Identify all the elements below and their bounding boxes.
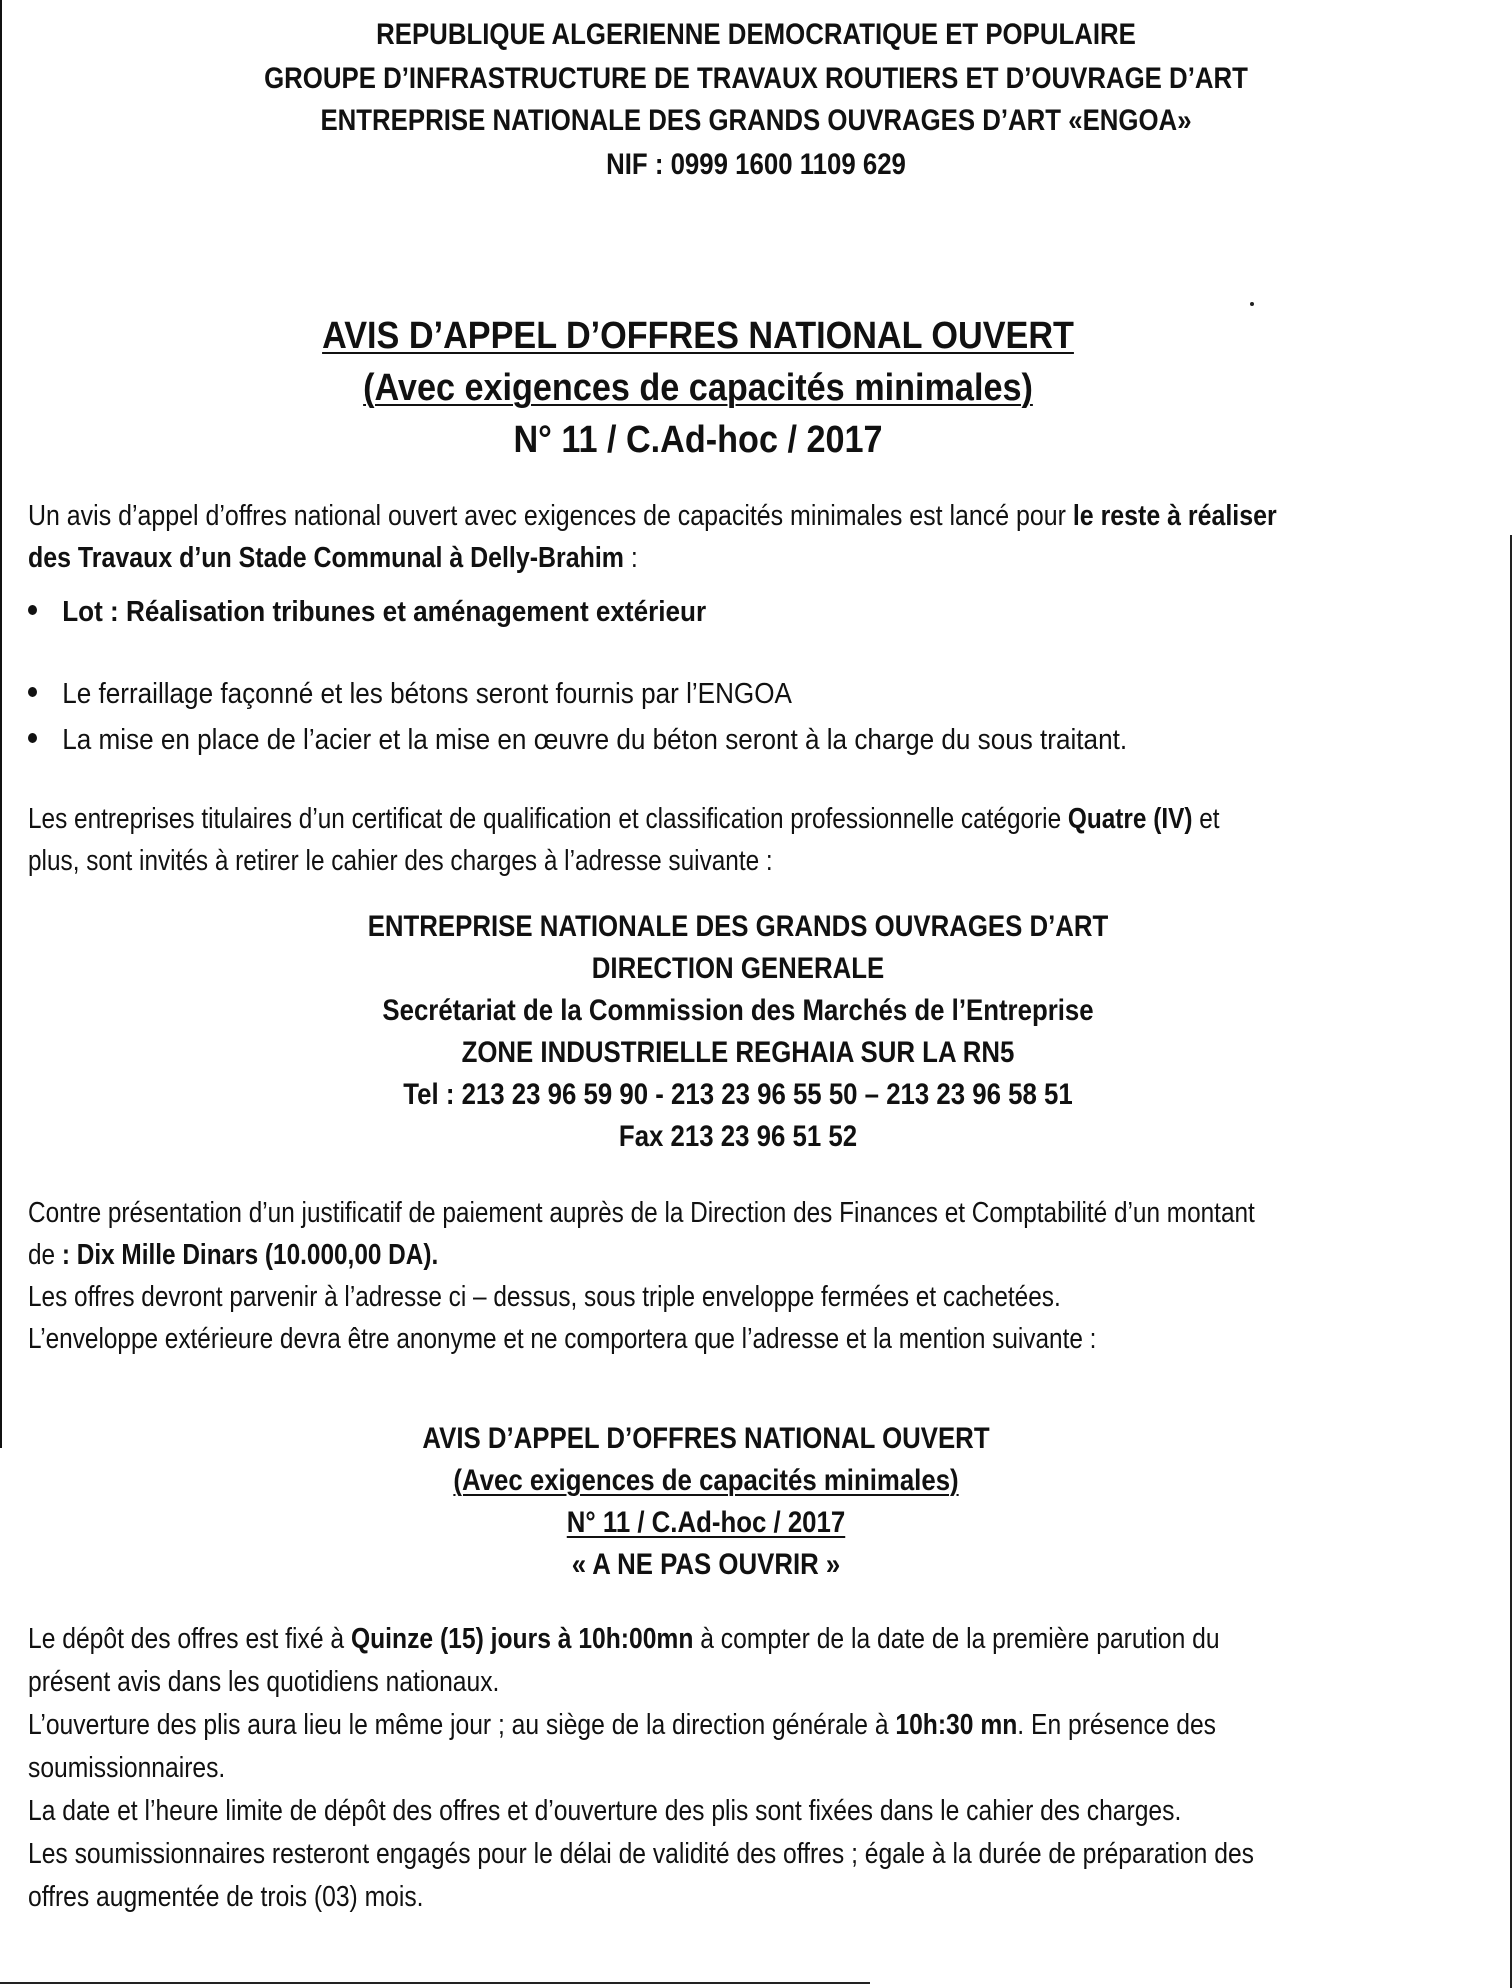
validity-text: Les soumissionnaires resteront engagés pour le délai de validité des offres ; égale à la durée de préparation des (28, 1838, 1254, 1870)
offers-text: Les offres devront parvenir à l’adresse ci – dessus, sous triple enveloppe fermées et cachetées. (28, 1281, 1061, 1313)
envelope-subtitle: (Avec exigences de capacités minimales) (453, 1464, 959, 1497)
scan-speck (1250, 302, 1254, 306)
header-nif: NIF : 0999 1600 1109 629 (606, 148, 906, 181)
address-zone: ZONE INDUSTRIELLE REGHAIA SUR LA RN5 (461, 1036, 1015, 1069)
opening-text: L’ouverture des plis aura lieu le même jour ; au siège de la direction générale à (28, 1709, 896, 1741)
opening-time: 10h:30 mn (895, 1709, 1018, 1741)
condition-text: Le ferraillage façonné et les bétons seront fournis par l’ENGOA (62, 678, 792, 710)
deposit-text: présent avis dans les quotidiens nationaux. (28, 1666, 500, 1698)
envelope-number: N° 11 / C.Ad-hoc / 2017 (566, 1506, 846, 1539)
address-direction: DIRECTION GENERALE (591, 952, 885, 985)
condition-bullet (28, 678, 792, 711)
bullet-icon (28, 687, 37, 697)
deposit-deadline: Quinze (15) jours à 10h:00mn (350, 1623, 694, 1655)
intro-colon: : (623, 542, 638, 574)
intro-bold: le reste à réaliser (1072, 500, 1277, 532)
envelope-text: L’enveloppe extérieure devra être anonyme et ne comportera que l’adresse et la mention suivante : (28, 1323, 1097, 1355)
header-group: GROUPE D’INFRASTRUCTURE DE TRAVAUX ROUTIERS ET D’OUVRAGE D’ART (264, 62, 1248, 95)
opening-text: . En présence des (1017, 1709, 1217, 1741)
scan-edge-left (0, 0, 2, 1448)
address-fax: Fax 213 23 96 51 52 (618, 1120, 858, 1153)
payment-text: Contre présentation d’un justificatif de paiement auprès de la Direction des Finances et Comptabilité d’un montant (28, 1197, 1255, 1229)
notice-title: AVIS D’APPEL D’OFFRES NATIONAL OUVERT (322, 315, 1074, 357)
validity-text: offres augmentée de trois (03) mois. (28, 1881, 424, 1913)
scan-edge-bottom (0, 1982, 870, 1984)
qualification-text: plus, sont invités à retirer le cahier des charges à l’adresse suivante : (28, 845, 773, 877)
payment-paragraph (28, 1192, 1255, 1360)
intro-project: des Travaux d’un Stade Communal à Delly-Brahim (28, 542, 624, 574)
qualification-text: Les entreprises titulaires d’un certificat de qualification et classification professionnelle catégorie (28, 803, 1068, 835)
bullet-icon (28, 733, 37, 743)
notice-subtitle: (Avec exigences de capacités minimales) (363, 367, 1033, 409)
qualification-text: et (1192, 803, 1220, 835)
deposit-text: Le dépôt des offres est fixé à (28, 1623, 351, 1655)
address-secretariat: Secrétariat de la Commission des Marchés de l’Entreprise (382, 994, 1094, 1027)
condition-bullet (28, 724, 1127, 757)
lot-text: Lot : Réalisation tribunes et aménagement extérieur (62, 596, 707, 628)
address-tel: Tel : 213 23 96 59 90 - 213 23 96 55 50 – 213 23 96 58 51 (403, 1078, 1073, 1111)
deposit-paragraph (28, 1618, 1254, 1919)
envelope-title: AVIS D’APPEL D’OFFRES NATIONAL OUVERT (422, 1422, 990, 1455)
notice-number: N° 11 / C.Ad-hoc / 2017 (513, 419, 883, 461)
address-block (88, 906, 1388, 1158)
payment-amount: : Dix Mille Dinars (10.000,00 DA). (61, 1239, 439, 1271)
lot-bullet (28, 596, 706, 629)
qualification-category: Quatre (IV) (1067, 803, 1193, 835)
header-company: ENTREPRISE NATIONALE DES GRANDS OUVRAGES D’ART «ENGOA» (320, 104, 1192, 137)
qualification-paragraph (28, 798, 1220, 882)
envelope-mention (56, 1418, 1356, 1586)
condition-text: La mise en place de l’acier et la mise en œuvre du béton seront à la charge du sous traitant. (62, 724, 1128, 756)
bullet-icon (28, 605, 37, 615)
address-company: ENTREPRISE NATIONALE DES GRANDS OUVRAGES D’ART (367, 910, 1109, 943)
opening-text: soumissionnaires. (28, 1752, 226, 1784)
intro-text: Un avis d’appel d’offres national ouvert avec exigences de capacités minimales est lancé pour (28, 500, 1073, 532)
intro-paragraph (28, 495, 1277, 579)
envelope-do-not-open: « A NE PAS OUVRIR » (571, 1548, 841, 1581)
header-country: REPUBLIQUE ALGERIENNE DEMOCRATIQUE ET POPULAIRE (376, 18, 1136, 51)
payment-text: de (28, 1239, 62, 1271)
deadline-text: La date et l’heure limite de dépôt des offres et d’ouverture des plis sont fixées dans le cahier des charges. (28, 1795, 1182, 1827)
deposit-text: à compter de la date de la première parution du (693, 1623, 1220, 1655)
